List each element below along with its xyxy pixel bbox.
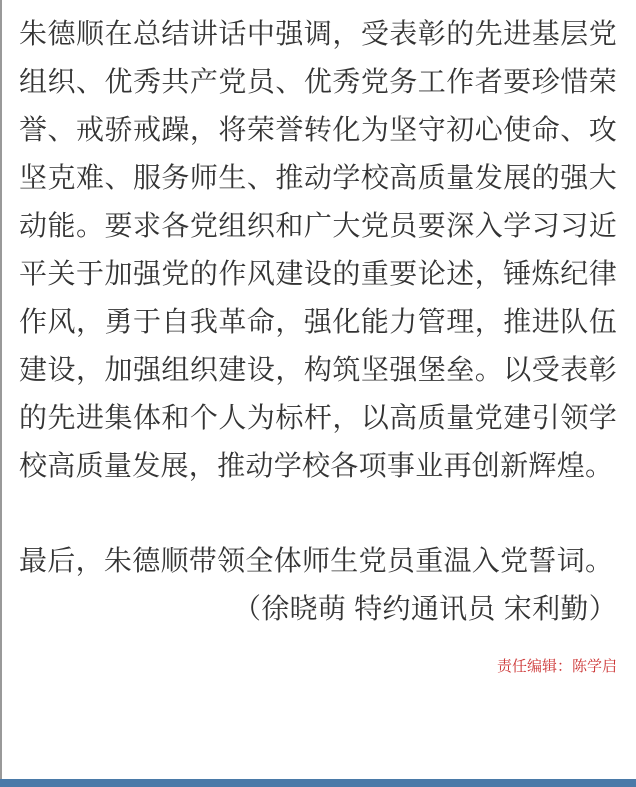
article-paragraph-2: 最后，朱德顺带领全体师生党员重温入党誓词。 bbox=[19, 545, 614, 576]
responsible-editor-label: 责任编辑：陈学启 bbox=[496, 658, 617, 675]
article-paragraph-1: 朱德顺在总结讲话中强调，受表彰的先进基层党组织、优秀共产党员、优秀党务工作者要珍惜荣誉、戒骄戒躁，将荣誉转化为坚守初心使命、攻坚克难、服务师生、推动学校高质量发展的强大动能。要求各党组织和广大党员要深入学习习近平关于加强党的作风建设的重要论述，锤炼纪律作风，勇于自我革命，强化能力管理，推进队伍建设，加强组织建设，构筑坚强堡垒。以受表彰的先进集体和个人为标杆，以高质量党建引领学校高质量发展，推动学校各项事业再创新辉煌。 bbox=[19, 18, 617, 481]
footer-accent-bar bbox=[0, 779, 636, 787]
article-byline: （徐晓萌 特约通讯员 宋利勤） bbox=[232, 593, 617, 624]
